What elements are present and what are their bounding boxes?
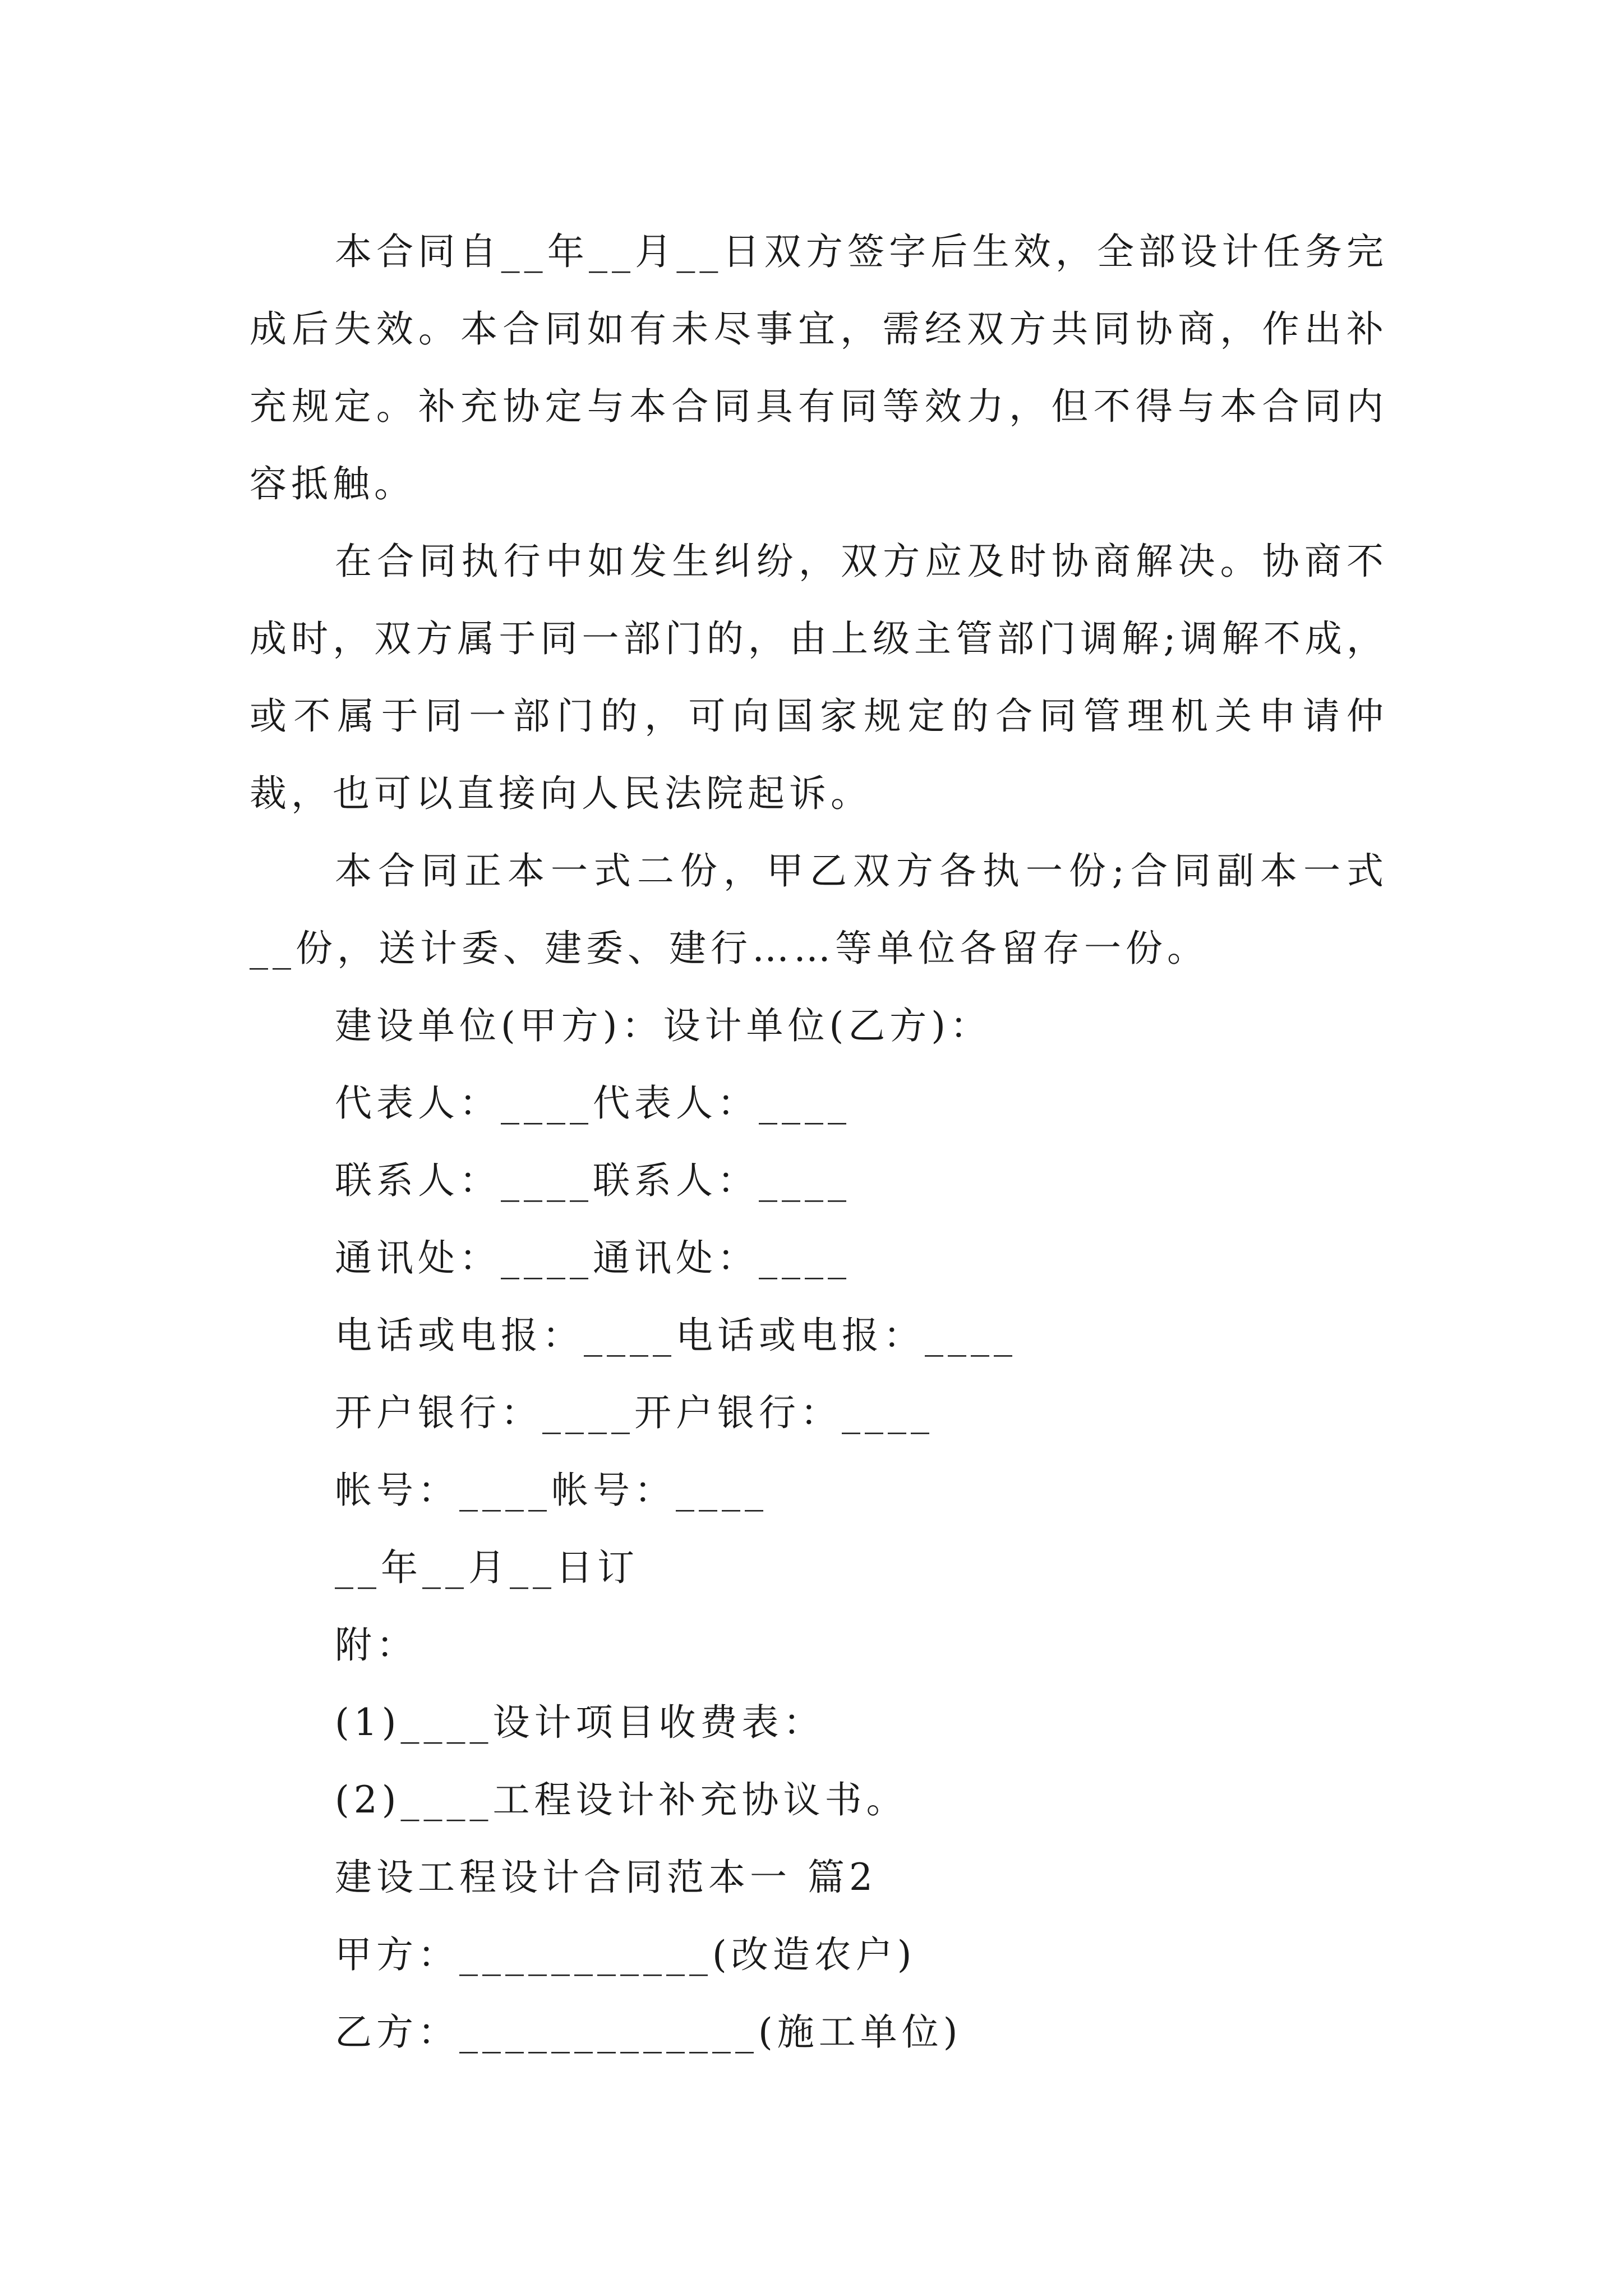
party-a-line: 甲方：___________(改造农户) [335,1933,916,1976]
signature-line-representative: 代表人：____代表人：____ [335,1082,851,1125]
party-b-line: 乙方：_____________(施工单位) [335,2010,962,2054]
signature-line-address: 通讯处：____通讯处：____ [335,1236,851,1280]
signature-line-phone: 电话或电报：____电话或电报：____ [335,1314,1017,1357]
signature-line-contact: 联系人：____联系人：____ [335,1159,851,1202]
attachment-item: (1)____设计项目收费表： [335,1701,825,1744]
paragraph-copies: 本合同正本一式二份，甲乙双方各执一份;合同副本一式__份，送计委、建委、建行……等单位各留存一份。 [250,849,1388,970]
signature-line-account: 帐号：____帐号：____ [335,1469,768,1512]
signature-line-date: __年__月__日订 [335,1546,639,1589]
signature-line-bank: 开户银行：____开户银行：____ [335,1391,934,1434]
attachments-title: 附： [335,1623,418,1667]
paragraph-dispute-resolution: 在合同执行中如发生纠纷，双方应及时协商解决。协商不成时，双方属于同一部门的，由上级主管部门调解;调解不成，或不属于同一部门的，可向国家规定的合同管理机关申请仲裁，也可以直接向人民法院起诉。 [250,540,1388,815]
paragraph-effective-date: 本合同自__年__月__日双方签字后生效，全部设计任务完成后失效。本合同如有未尽事宜，需经双方共同协商，作出补充规定。补充协定与本合同具有同等效力，但不得与本合同内容抵触。 [250,230,1388,505]
signature-line-parties: 建设单位(甲方)：设计单位(乙方)： [335,1004,992,1047]
section-heading: 建设工程设计合同范本一 篇2 [335,1856,877,1899]
attachment-item: (2)____工程设计补充协议书。 [335,1778,908,1821]
contract-body [250,213,1388,2071]
